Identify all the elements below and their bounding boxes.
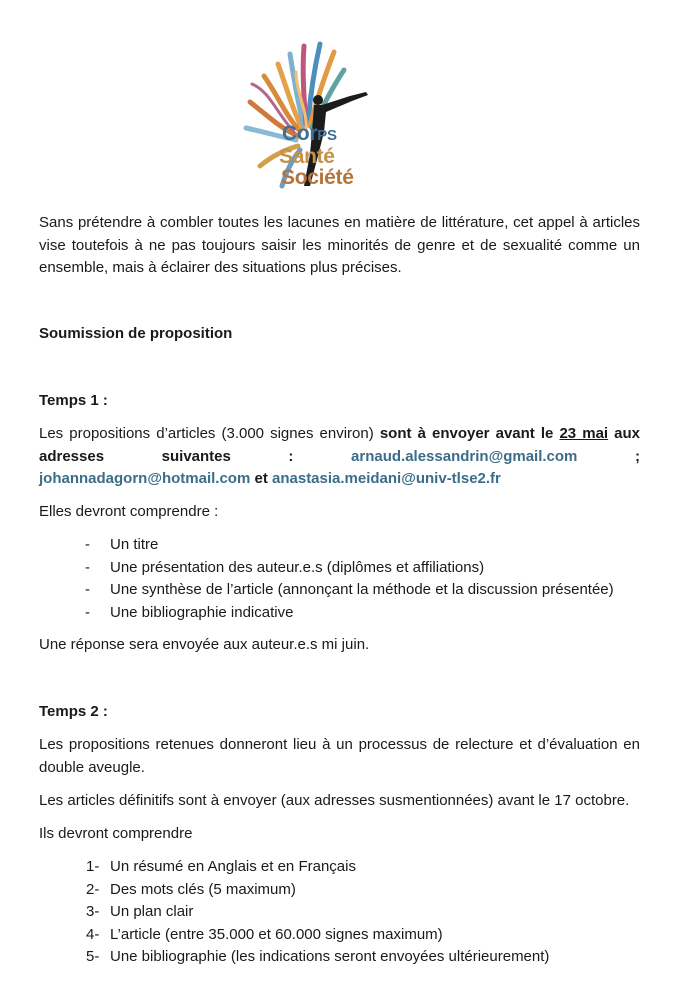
list-item: 5- Une bibliographie (les indications seront envoyées ultérieurement) [86, 948, 550, 965]
temps1-heading: Temps 1 : [39, 392, 108, 409]
logo-title-sante: Santé [279, 145, 335, 168]
intro-paragraph: Sans prétendre à combler toutes les lacunes en matière de littérature, cet appel à articles vise toutefois à ne pas toujours saisir les minorités de genre et de sexualité comme un ensemble, mais à éclairer des situations plus précises. [39, 214, 640, 276]
temps2-requirements-intro: Ils devront comprendre [39, 825, 193, 842]
logo-title-societe: Société [281, 166, 354, 189]
list-item: - Un titre [85, 536, 159, 553]
corps-sante-societe-logo [238, 36, 418, 194]
list-item: - Une bibliographie indicative [85, 603, 294, 621]
list-item: - Une synthèse de l’article (annonçant la méthode et la discussion présentée) [85, 581, 614, 598]
temps1-submission-paragraph: Les propositions d’articles (3.000 signes environ) sont à envoyer avant le 23 mai aux adresses suivantes : arnaud.alessandrin@gmail.com ; johannadagorn@hotmail.com et anastasia.meidani@univ-tlse2.fr [39, 425, 641, 487]
temps2-heading: Temps 2 : [39, 703, 108, 720]
email-link-anastasia[interactable]: anastasia.meidani@univ-tlse2.fr [272, 470, 501, 487]
email-link-arnaud[interactable]: arnaud.alessandrin@gmail.com [351, 447, 578, 465]
temps1-response-note: Une réponse sera envoyée aux auteur.e.s mi juin. [39, 636, 370, 653]
email-link-johanna[interactable]: johannadagorn@hotmail.com [39, 470, 251, 487]
logo-title-ps: PS [317, 127, 337, 144]
list-item: 3- Un plan clair [86, 903, 194, 920]
submission-heading: Soumission de proposition [39, 325, 233, 342]
logo-title-cor: Cor [282, 122, 318, 145]
list-item: 4- L’article (entre 35.000 et 60.000 signes maximum) [86, 925, 443, 943]
temps2-review-paragraph: Les propositions retenues donneront lieu à un processus de relecture et d’évaluation en double aveugle. [39, 736, 640, 776]
list-item: 1- Un résumé en Anglais et en Français [86, 858, 356, 875]
list-item: 2- Des mots clés (5 maximum) [86, 880, 296, 898]
temps1-requirements-list [39, 534, 640, 624]
temps2-requirements-list [39, 856, 640, 969]
temps2-deadline-paragraph: Les articles définitifs sont à envoyer (aux adresses susmentionnées) avant le 17 octobre. [39, 792, 630, 809]
temps1-requirements-intro: Elles devront comprendre : [39, 503, 219, 520]
list-item: - Une présentation des auteur.e.s (diplômes et affiliations) [85, 558, 485, 576]
